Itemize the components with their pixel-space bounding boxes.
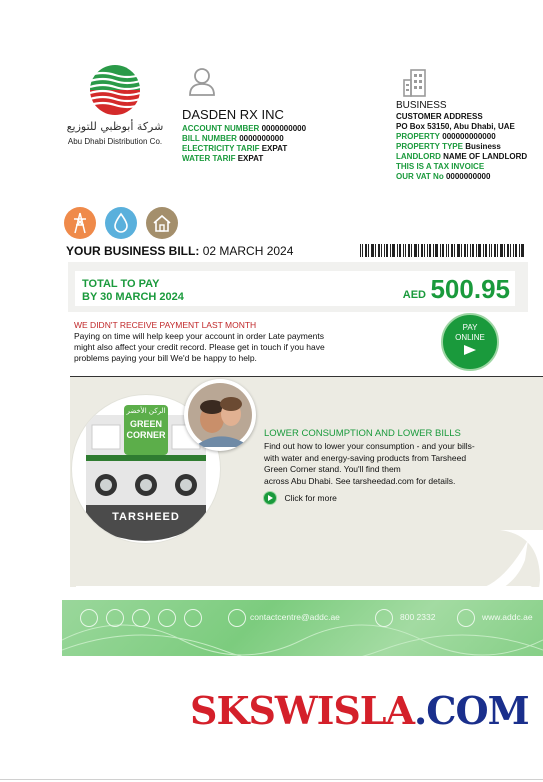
water-tarif-row xyxy=(182,154,352,164)
bill-title xyxy=(66,244,293,258)
bill-number-row xyxy=(182,134,352,144)
total-label-2: BY 30 MARCH 2024 xyxy=(82,291,184,303)
promo-body-line-4: across Abu Dhabi. See tarsheedad.com for details. xyxy=(264,475,456,486)
water-service-icon xyxy=(105,207,137,239)
business-block xyxy=(396,100,541,182)
promo-title: LOWER CONSUMPTION AND LOWER BILLS xyxy=(264,428,461,439)
page-bottom-rule xyxy=(0,779,543,780)
family-photo xyxy=(184,379,256,451)
electricity-tower-icon xyxy=(64,207,96,239)
property-type-value: Business xyxy=(465,142,501,151)
company-logo xyxy=(60,62,170,152)
customer-block xyxy=(182,107,352,164)
vat-label: OUR VAT No xyxy=(396,172,444,181)
property-type-label: PROPERTY TYPE xyxy=(396,142,463,151)
notice-body: Paying on time will help keep your account in order Late payments might also affect your credit record. Please get in touch if you have problems paying your bill We'd be happy to help. xyxy=(74,331,325,363)
pay-online-line2: ONLINE xyxy=(455,333,485,342)
pay-online-line1: PAY xyxy=(462,323,478,332)
play-circle-icon xyxy=(263,491,277,505)
promo-body-line-1: Find out how to lower your consumption - and your bills- xyxy=(264,441,475,451)
bill-number-label: BILL NUMBER xyxy=(182,134,237,143)
electricity-service-icon xyxy=(64,207,96,239)
play-arrow-icon xyxy=(463,344,477,356)
vat-row xyxy=(396,172,541,182)
notice-block xyxy=(74,320,336,364)
property-type-row xyxy=(396,142,541,152)
footer-website[interactable]: www.addc.ae xyxy=(482,612,533,622)
building-icon xyxy=(402,68,432,98)
account-number-value: 0000000000 xyxy=(261,124,307,133)
family-photo-image xyxy=(184,379,256,451)
water-tarif-value: EXPAT xyxy=(237,154,264,163)
barcode-icon xyxy=(360,244,526,257)
customer-name: DASDEN RX INC xyxy=(182,107,284,122)
person-icon xyxy=(188,66,216,96)
footer-cover-curve xyxy=(62,586,543,618)
account-number-label: ACCOUNT NUMBER xyxy=(182,124,260,133)
currency-label: AED xyxy=(402,289,427,301)
promo-body-line-2: with water and energy-saving products from Tarsheed xyxy=(264,452,467,463)
bill-number-value: 0000000000 xyxy=(239,134,284,143)
electricity-tarif-row xyxy=(182,144,352,154)
watermark xyxy=(190,688,529,733)
customer-icon xyxy=(188,66,216,96)
electricity-tarif-label: ELECTRICITY TARIF xyxy=(182,144,260,153)
barcode xyxy=(360,244,526,257)
green-corner-title-2: CORNER xyxy=(126,430,166,440)
bill-title-label: YOUR BUSINESS BILL: xyxy=(66,244,200,258)
electricity-tarif-value: EXPAT xyxy=(261,144,288,153)
business-icon xyxy=(402,68,432,98)
footer-phone[interactable]: 800 2332 xyxy=(400,612,436,622)
total-amount xyxy=(360,274,510,305)
water-drop-icon xyxy=(105,207,137,239)
water-tarif-label: WATER TARIF xyxy=(182,154,236,163)
click-more-label: Click for more xyxy=(284,492,337,503)
home-service-icon xyxy=(146,207,178,239)
tarsheed-brand: TARSHEED xyxy=(112,511,180,523)
landlord-label: LANDLORD xyxy=(396,152,441,161)
click-more-link[interactable] xyxy=(263,489,337,503)
property-row xyxy=(396,132,541,142)
landlord-value: NAME OF LANDLORD xyxy=(443,152,528,161)
house-icon xyxy=(146,207,178,239)
address-value: PO Box 53150, Abu Dhabi, UAE xyxy=(396,122,515,131)
total-label-1: TOTAL TO PAY xyxy=(82,278,160,290)
bill-date: 02 MARCH 2024 xyxy=(202,244,294,258)
address-label: CUSTOMER ADDRESS xyxy=(396,112,483,121)
tax-invoice-note: THIS IS A TAX INVOICE xyxy=(396,162,485,171)
property-label: PROPERTY xyxy=(396,132,441,141)
business-title: BUSINESS xyxy=(396,100,447,111)
vat-value: 0000000000 xyxy=(445,172,491,181)
company-english-name: Abu Dhabi Distribution Co. xyxy=(67,137,163,146)
green-corner-arabic: الركن الأخضر xyxy=(126,407,166,415)
company-arabic-name: شركة أبوظبي للتوزيع xyxy=(66,120,164,133)
pay-online-button[interactable] xyxy=(441,313,499,371)
notice-title: WE DIDN'T RECEIVE PAYMENT LAST MONTH xyxy=(74,320,257,330)
promo-body xyxy=(264,441,534,487)
green-corner-title-1: GREEN xyxy=(129,419,162,429)
addc-logo-icon xyxy=(60,62,170,122)
account-number-row xyxy=(182,124,352,134)
property-value: 000000000000 xyxy=(442,132,496,141)
landlord-row xyxy=(396,152,541,162)
amount-value: 500.95 xyxy=(430,274,510,304)
promo-body-line-3: Green Corner stand. You'll find them xyxy=(264,464,401,474)
footer-email[interactable]: contactcentre@addc.ae xyxy=(250,612,340,622)
watermark-text: SKSWISLA.COM xyxy=(190,688,529,733)
